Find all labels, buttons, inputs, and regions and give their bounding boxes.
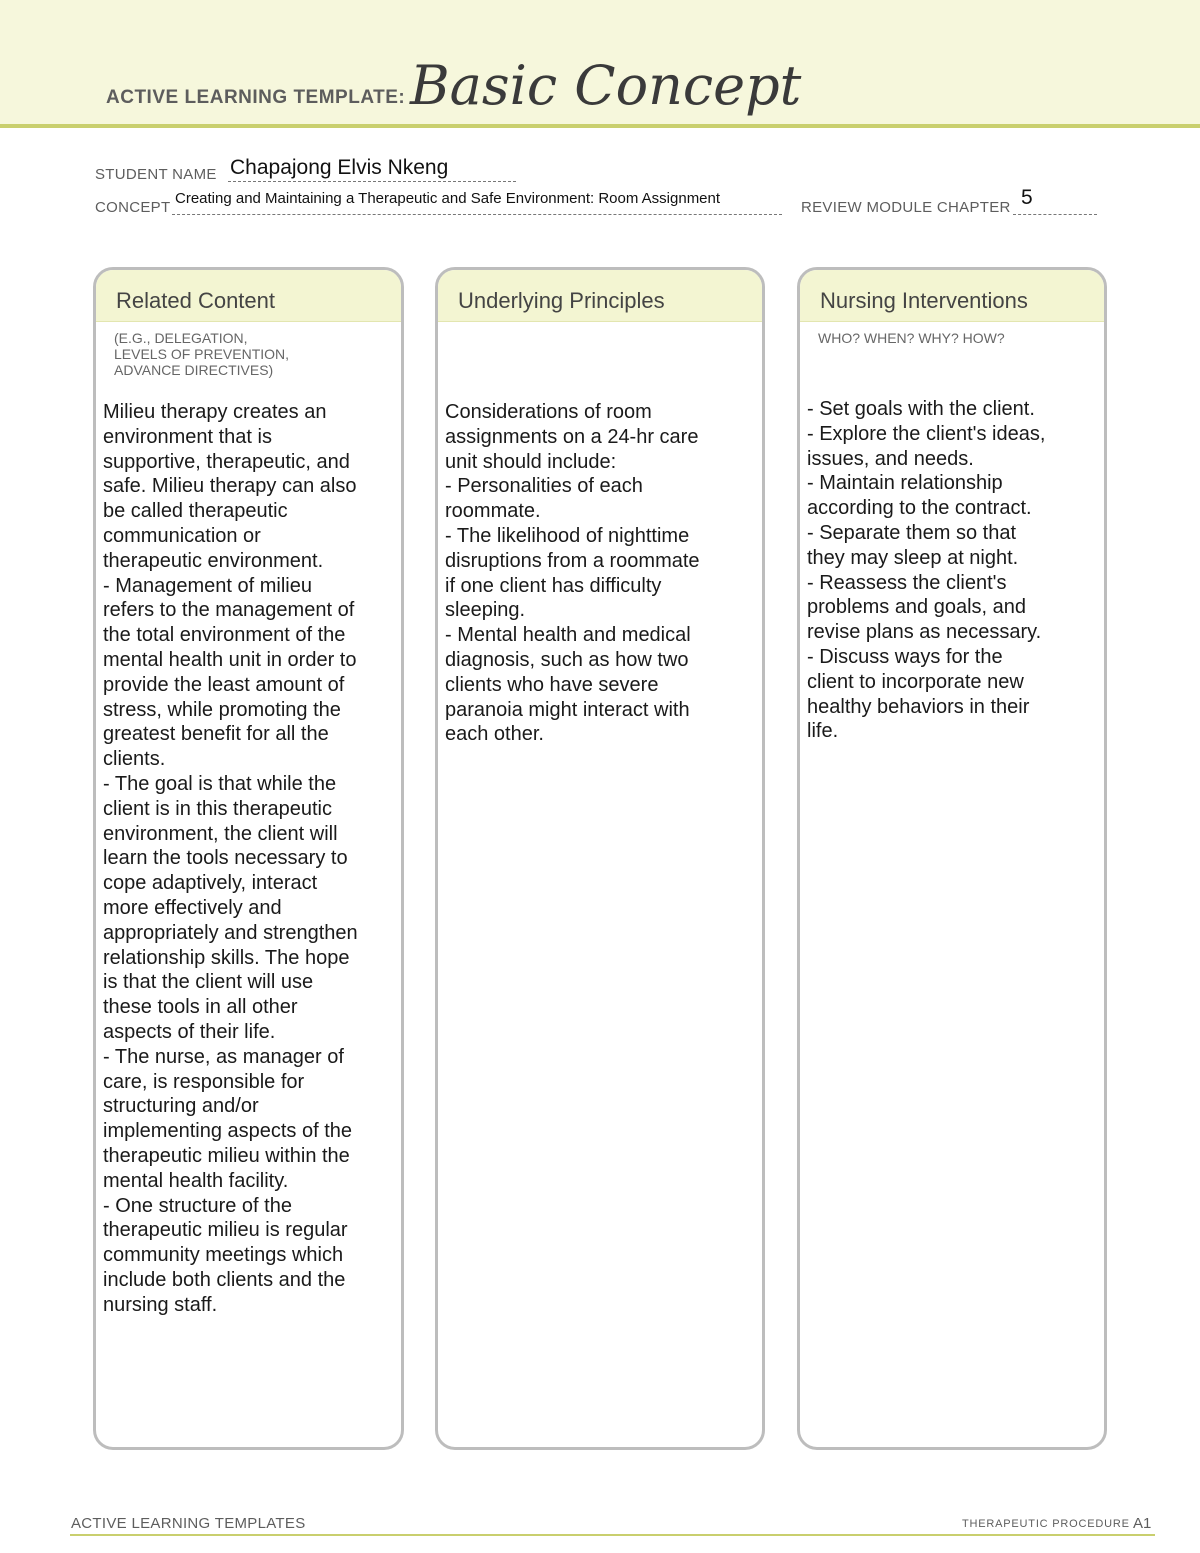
nursing-interventions-text[interactable] <box>807 397 1094 744</box>
text-line: stress, while promoting the <box>103 698 341 721</box>
text-line: these tools in all other <box>103 996 298 1019</box>
text-line: - Explore the client's ideas, <box>807 422 1046 445</box>
text-line: clients. <box>103 748 166 771</box>
template-label: ACTIVE LEARNING TEMPLATE: <box>106 87 406 108</box>
text-line: clients who have severe <box>445 673 659 696</box>
text-line: if one client has difficulty <box>445 574 662 597</box>
text-line: healthy behaviors in their <box>807 695 1030 718</box>
related-content-hint <box>96 322 401 378</box>
student-name-line <box>228 181 516 182</box>
text-line: mental health facility. <box>103 1169 289 1192</box>
template-title: Basic Concept <box>410 54 802 117</box>
text-line: - Maintain relationship <box>807 472 1003 495</box>
text-line: each other. <box>445 723 544 746</box>
text-line: - Management of milieu <box>103 574 312 597</box>
text-line: paranoia might interact with <box>445 698 690 721</box>
related-content-hint-line: ADVANCE DIRECTIVES) <box>114 362 274 378</box>
text-line: safe. Milieu therapy can also <box>103 475 357 498</box>
text-line: revise plans as necessary. <box>807 621 1042 644</box>
chapter-line <box>1013 214 1097 215</box>
footer-rule <box>70 1534 1155 1536</box>
text-line: supportive, therapeutic, and <box>103 450 350 473</box>
text-line: issues, and needs. <box>807 447 974 470</box>
text-line: - One structure of the <box>103 1194 292 1217</box>
text-line: mental health unit in order to <box>103 648 357 671</box>
text-line: client to incorporate new <box>807 670 1024 693</box>
text-line: - Personalities of each <box>445 475 643 498</box>
text-line: life. <box>807 720 839 743</box>
text-line: client is in this therapeutic <box>103 797 333 820</box>
related-content-hint-line: (E.G., DELEGATION, <box>114 330 248 346</box>
text-line: according to the contract. <box>807 497 1032 520</box>
student-name-field[interactable]: Chapajong Elvis Nkeng <box>230 156 449 179</box>
text-line: the total environment of the <box>103 624 346 647</box>
related-content-card <box>93 267 404 1450</box>
text-line: implementing aspects of the <box>103 1120 353 1143</box>
text-line: disruptions from a roommate <box>445 549 700 572</box>
text-line: more effectively and <box>103 896 282 919</box>
footer-page-number: A1 <box>1133 1515 1152 1532</box>
text-line: aspects of their life. <box>103 1020 276 1043</box>
underlying-principles-card <box>435 267 765 1450</box>
text-line: - The goal is that while the <box>103 772 337 795</box>
text-line: - The likelihood of nighttime <box>445 524 690 547</box>
concept-field[interactable]: Creating and Maintaining a Therapeutic and Safe Environment: Room Assignment <box>175 190 721 207</box>
header-rule <box>0 124 1200 128</box>
text-line: communication or <box>103 524 261 547</box>
text-line: be called therapeutic <box>103 500 288 523</box>
text-line: - Reassess the client's <box>807 571 1007 594</box>
text-line: - Set goals with the client. <box>807 398 1035 420</box>
footer-section: THERAPEUTIC PROCEDURE <box>962 1518 1130 1530</box>
text-line: provide the least amount of <box>103 673 345 696</box>
text-line: environment that is <box>103 425 272 448</box>
nursing-interventions-hint: WHO? WHEN? WHY? HOW? <box>818 330 1005 346</box>
underlying-principles-text[interactable] <box>445 400 752 747</box>
concept-line <box>172 214 782 215</box>
text-line: - Mental health and medical <box>445 624 691 647</box>
concept-label: CONCEPT <box>95 199 171 216</box>
text-line: Considerations of room <box>445 401 652 423</box>
text-line: greatest benefit for all the <box>103 723 329 746</box>
text-line: assignments on a 24-hr care <box>445 425 699 448</box>
nursing-interventions-card <box>797 267 1107 1450</box>
text-line: appropriately and strengthen <box>103 921 358 944</box>
text-line: diagnosis, such as how two <box>445 648 689 671</box>
text-line: roommate. <box>445 500 541 523</box>
student-name-label: STUDENT NAME <box>95 166 217 183</box>
text-line: Milieu therapy creates an <box>103 401 327 423</box>
text-line: care, is responsible for <box>103 1070 305 1093</box>
chapter-label: REVIEW MODULE CHAPTER <box>801 199 1011 216</box>
text-line: refers to the management of <box>103 599 355 622</box>
related-content-text[interactable] <box>103 400 391 1317</box>
text-line: relationship skills. The hope <box>103 946 350 969</box>
text-line: learn the tools necessary to <box>103 847 348 870</box>
text-line: nursing staff. <box>103 1293 218 1316</box>
related-content-heading: Related Content <box>96 270 401 322</box>
text-line: unit should include: <box>445 450 617 473</box>
underlying-principles-heading: Underlying Principles <box>438 270 762 322</box>
chapter-field[interactable]: 5 <box>1021 186 1033 209</box>
footer-title: ACTIVE LEARNING TEMPLATES <box>71 1515 306 1532</box>
text-line: - Discuss ways for the <box>807 645 1003 668</box>
text-line: therapeutic milieu is regular <box>103 1219 348 1242</box>
related-content-hint-line: LEVELS OF PREVENTION, <box>114 346 290 362</box>
text-line: problems and goals, and <box>807 596 1027 619</box>
text-line: sleeping. <box>445 599 526 622</box>
text-line: therapeutic environment. <box>103 549 324 572</box>
text-line: - The nurse, as manager of <box>103 1045 344 1068</box>
text-line: therapeutic milieu within the <box>103 1144 350 1167</box>
text-line: include both clients and the <box>103 1268 346 1291</box>
text-line: is that the client will use <box>103 971 314 994</box>
text-line: structuring and/or <box>103 1095 259 1118</box>
text-line: environment, the client will <box>103 822 338 845</box>
nursing-interventions-heading: Nursing Interventions <box>800 270 1104 322</box>
text-line: cope adaptively, interact <box>103 872 318 895</box>
text-line: they may sleep at night. <box>807 546 1019 569</box>
text-line: community meetings which <box>103 1244 344 1267</box>
text-line: - Separate them so that <box>807 521 1017 544</box>
